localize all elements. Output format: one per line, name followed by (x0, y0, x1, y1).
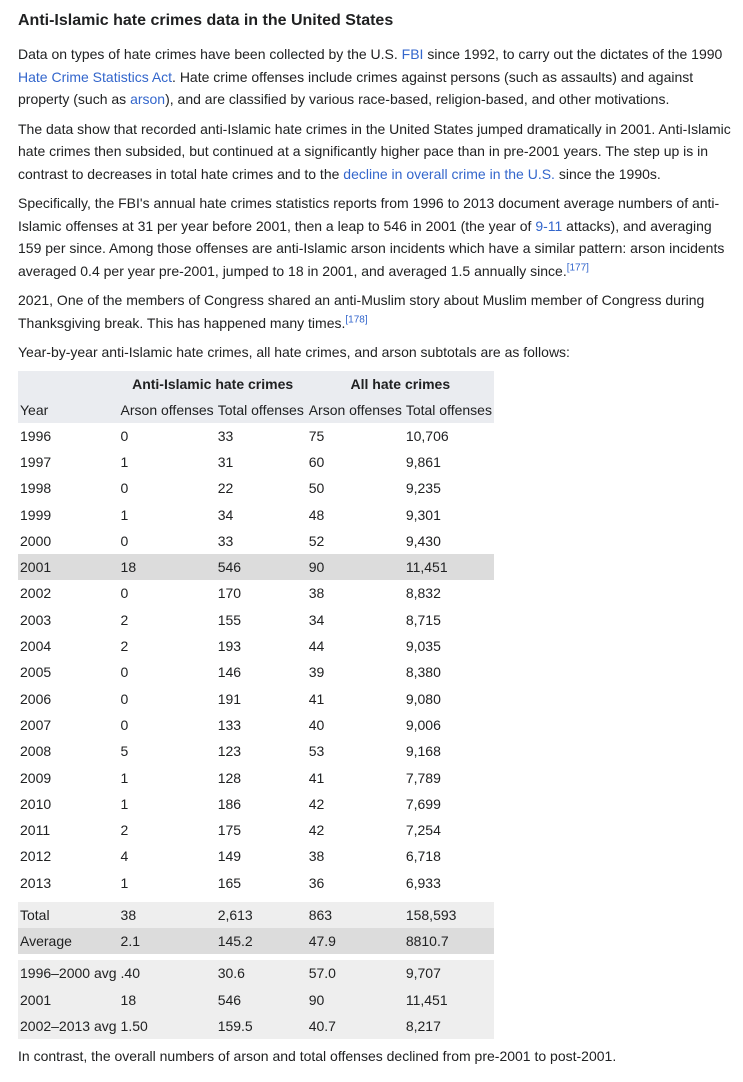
year-rows (18, 423, 494, 896)
table-cell: 175 (216, 817, 307, 843)
table-cell: 33 (216, 423, 307, 449)
paragraph-table-intro: Year-by-year anti-Islamic hate crimes, all hate crimes, and arson subtotals are as follows: (18, 344, 570, 360)
table-cell: 5 (119, 738, 216, 764)
table-row (18, 633, 494, 659)
table-cell: 2008 (18, 738, 119, 764)
table-cell: 42 (307, 791, 404, 817)
table-cell: 9,430 (404, 528, 494, 554)
table-cell: 8,715 (404, 607, 494, 633)
table-cell: 0 (119, 423, 216, 449)
table-cell: 30.6 (216, 960, 307, 987)
table-row (18, 1013, 494, 1040)
table-cell: 90 (307, 986, 404, 1013)
table-cell: 31 (216, 449, 307, 475)
period-average-rows (18, 960, 494, 1040)
table-cell: 9,235 (404, 475, 494, 501)
table-cell: 9,035 (404, 633, 494, 659)
text: 2021, One of the members of Congress shared an anti-Muslim story about Muslim member of Congress during Thanksgiving break. This has happened many times. (18, 292, 705, 331)
table-cell: 41 (307, 685, 404, 711)
table-cell: 0 (119, 685, 216, 711)
table-cell: 2009 (18, 764, 119, 790)
table-cell: 7,254 (404, 817, 494, 843)
table-cell: 2010 (18, 791, 119, 817)
table-cell: 38 (119, 902, 216, 928)
text: since the 1990s. (554, 165, 661, 182)
table-cell: 42 (307, 817, 404, 843)
table-row (18, 986, 494, 1013)
table-cell: 7,699 (404, 791, 494, 817)
header-arson-all: Arson offenses (307, 397, 404, 423)
table-cell: 18 (119, 554, 216, 580)
link-crime-decline[interactable]: decline in overall crime in the U.S. (343, 165, 555, 182)
reference-178[interactable]: [178] (345, 313, 368, 325)
table-cell: 60 (307, 449, 404, 475)
text: Specifically, the FBI's annual hate crimes statistics reports from 1996 to 2013 document average numbers of anti-Islamic offenses at 31 per year before 2001, then a leap to 546 in 2001 (the year of (18, 195, 720, 234)
table-cell: 1996 (18, 423, 119, 449)
text: . Hate crime offenses include crimes against persons (such as assaults) and against property (such as (18, 68, 694, 107)
table-cell: 0 (119, 528, 216, 554)
table-cell: 1 (119, 764, 216, 790)
table-cell: 0 (119, 659, 216, 685)
table-cell: 1996–2000 avg (18, 960, 119, 987)
table-row (18, 501, 494, 527)
table-cell: 50 (307, 475, 404, 501)
table-cell: 33 (216, 528, 307, 554)
table-cell: 11,451 (404, 554, 494, 580)
table-row (18, 764, 494, 790)
table-cell: 145.2 (216, 928, 307, 954)
table-cell: 2 (119, 817, 216, 843)
paragraph-data-collection (18, 43, 733, 111)
table-cell: 128 (216, 764, 307, 790)
table-cell: 1997 (18, 449, 119, 475)
table-cell: 2002–2013 avg (18, 1013, 119, 1040)
table-cell: 1 (119, 791, 216, 817)
article-section (18, 10, 733, 1075)
table-cell: 2,613 (216, 902, 307, 928)
table-row (18, 712, 494, 738)
link-fbi[interactable]: FBI (401, 46, 424, 62)
hate-crimes-table (18, 371, 494, 1040)
link-9-11[interactable]: 9-11 (535, 217, 563, 234)
table-cell: 186 (216, 791, 307, 817)
table-cell: .40 (119, 960, 216, 987)
table-cell: 158,593 (404, 902, 494, 928)
header-empty (18, 371, 119, 397)
table-cell: 1.50 (119, 1013, 216, 1040)
section-heading: Anti-Islamic hate crimes data in the United States (18, 12, 394, 29)
table-row (18, 580, 494, 606)
table-cell: 9,861 (404, 449, 494, 475)
table-cell: 155 (216, 607, 307, 633)
table-cell: 2 (119, 633, 216, 659)
average-row (18, 928, 494, 954)
table-cell: 546 (216, 554, 307, 580)
paragraph-contrast: In contrast, the overall numbers of arson and total offenses declined from pre-2001 to post-2001. (18, 1048, 617, 1065)
text: since 1992, to carry out the dictates of the 1990 (423, 46, 723, 62)
table-cell: 159.5 (216, 1013, 307, 1040)
table-cell: 2002 (18, 580, 119, 606)
table-cell: 1 (119, 501, 216, 527)
table-cell: 165 (216, 870, 307, 896)
table-cell: 40 (307, 712, 404, 738)
table-cell: 8,832 (404, 580, 494, 606)
table-cell: 47.9 (307, 928, 404, 954)
total-row (18, 902, 494, 928)
table-cell: 2001 (18, 554, 119, 580)
table-cell: 34 (307, 607, 404, 633)
table-cell: 2013 (18, 870, 119, 896)
table-cell: 41 (307, 764, 404, 790)
table-row (18, 659, 494, 685)
reference-177[interactable]: [177] (566, 261, 589, 273)
table-cell: 75 (307, 423, 404, 449)
header-arson-anti-islamic: Arson offenses (119, 397, 216, 423)
text: The data show that recorded anti-Islamic hate crimes in the United States jumped dramatically in 2001. Anti-Islamic hate crimes then subsided, but continued at a significantly higher pace than in pre-2001 years. The step up is in contrast to decreases in total hate crimes and to the (18, 120, 731, 182)
table-cell: 1 (119, 870, 216, 896)
table-cell: 2.1 (119, 928, 216, 954)
text: attacks), and averaging 159 per since. Among those offenses are anti-Islamic arson incidents which have a similar pattern: arson incidents averaged 0.4 per year pre-2001, jumped to 18 in 2001, and averaged 1.5 annually since. (18, 217, 725, 279)
table-cell: 9,006 (404, 712, 494, 738)
link-hate-crime-statistics-act[interactable]: Hate Crime Statistics Act (18, 68, 173, 85)
table-cell: 123 (216, 738, 307, 764)
paragraph-specifics (18, 192, 733, 282)
table-cell: 4 (119, 843, 216, 869)
table-cell: 8,217 (404, 1013, 494, 1040)
table-cell: 2001 (18, 986, 119, 1013)
table-cell: 34 (216, 501, 307, 527)
table-cell: 11,451 (404, 986, 494, 1013)
table-row (18, 685, 494, 711)
table-cell: 40.7 (307, 1013, 404, 1040)
header-total-anti-islamic: Total offenses (216, 397, 307, 423)
table-cell: 170 (216, 580, 307, 606)
table-cell: 2 (119, 607, 216, 633)
text: ), and are classified by various race-based, religion-based, and other motivations. (165, 91, 670, 107)
table-cell: 8,380 (404, 659, 494, 685)
table-cell: 9,301 (404, 501, 494, 527)
table-cell: 2006 (18, 685, 119, 711)
table-cell: 36 (307, 870, 404, 896)
paragraph-trend (18, 118, 733, 186)
table-cell: 2003 (18, 607, 119, 633)
table-cell: 6,718 (404, 843, 494, 869)
table-cell: 1999 (18, 501, 119, 527)
table-cell: 0 (119, 475, 216, 501)
table-cell: 149 (216, 843, 307, 869)
table-row (18, 554, 494, 580)
link-arson[interactable]: arson (130, 91, 166, 107)
table-cell: 2000 (18, 528, 119, 554)
table-row (18, 843, 494, 869)
table-cell: Total (18, 902, 119, 928)
table-cell: 38 (307, 843, 404, 869)
table-row (18, 791, 494, 817)
header-total-all: Total offenses (404, 397, 494, 423)
table-cell: Average (18, 928, 119, 954)
table-cell: 1998 (18, 475, 119, 501)
table-cell: 9,168 (404, 738, 494, 764)
table-cell: 1 (119, 449, 216, 475)
table-cell: 191 (216, 685, 307, 711)
table-cell: 9,707 (404, 960, 494, 987)
table-row (18, 423, 494, 449)
table-cell: 133 (216, 712, 307, 738)
table-cell: 193 (216, 633, 307, 659)
table-cell: 53 (307, 738, 404, 764)
table-cell: 2004 (18, 633, 119, 659)
table-row (18, 528, 494, 554)
table-cell: 48 (307, 501, 404, 527)
table-row (18, 870, 494, 896)
table-cell: 7,789 (404, 764, 494, 790)
table-row (18, 475, 494, 501)
table-cell: 146 (216, 659, 307, 685)
table-row (18, 817, 494, 843)
header-all-hate-crimes: All hate crimes (307, 371, 494, 397)
table-cell: 52 (307, 528, 404, 554)
table-row (18, 738, 494, 764)
table-cell: 0 (119, 580, 216, 606)
table-cell: 38 (307, 580, 404, 606)
header-year: Year (18, 397, 119, 423)
table-cell: 863 (307, 902, 404, 928)
table-cell: 8810.7 (404, 928, 494, 954)
table-row (18, 449, 494, 475)
table-cell: 2007 (18, 712, 119, 738)
text: Data on types of hate crimes have been collected by the U.S. (18, 46, 402, 62)
table-cell: 90 (307, 554, 404, 580)
table-cell: 22 (216, 475, 307, 501)
table-cell: 2011 (18, 817, 119, 843)
table-cell: 0 (119, 712, 216, 738)
table-cell: 2005 (18, 659, 119, 685)
table-row (18, 607, 494, 633)
table-cell: 18 (119, 986, 216, 1013)
header-anti-islamic: Anti-Islamic hate crimes (119, 371, 307, 397)
table-cell: 39 (307, 659, 404, 685)
table-cell: 10,706 (404, 423, 494, 449)
table-cell: 546 (216, 986, 307, 1013)
table-cell: 44 (307, 633, 404, 659)
table-cell: 9,080 (404, 685, 494, 711)
table-row (18, 960, 494, 987)
paragraph-congress (18, 289, 733, 334)
summary-rows (18, 902, 494, 954)
table-cell: 2012 (18, 843, 119, 869)
table-cell: 6,933 (404, 870, 494, 896)
table-cell: 57.0 (307, 960, 404, 987)
